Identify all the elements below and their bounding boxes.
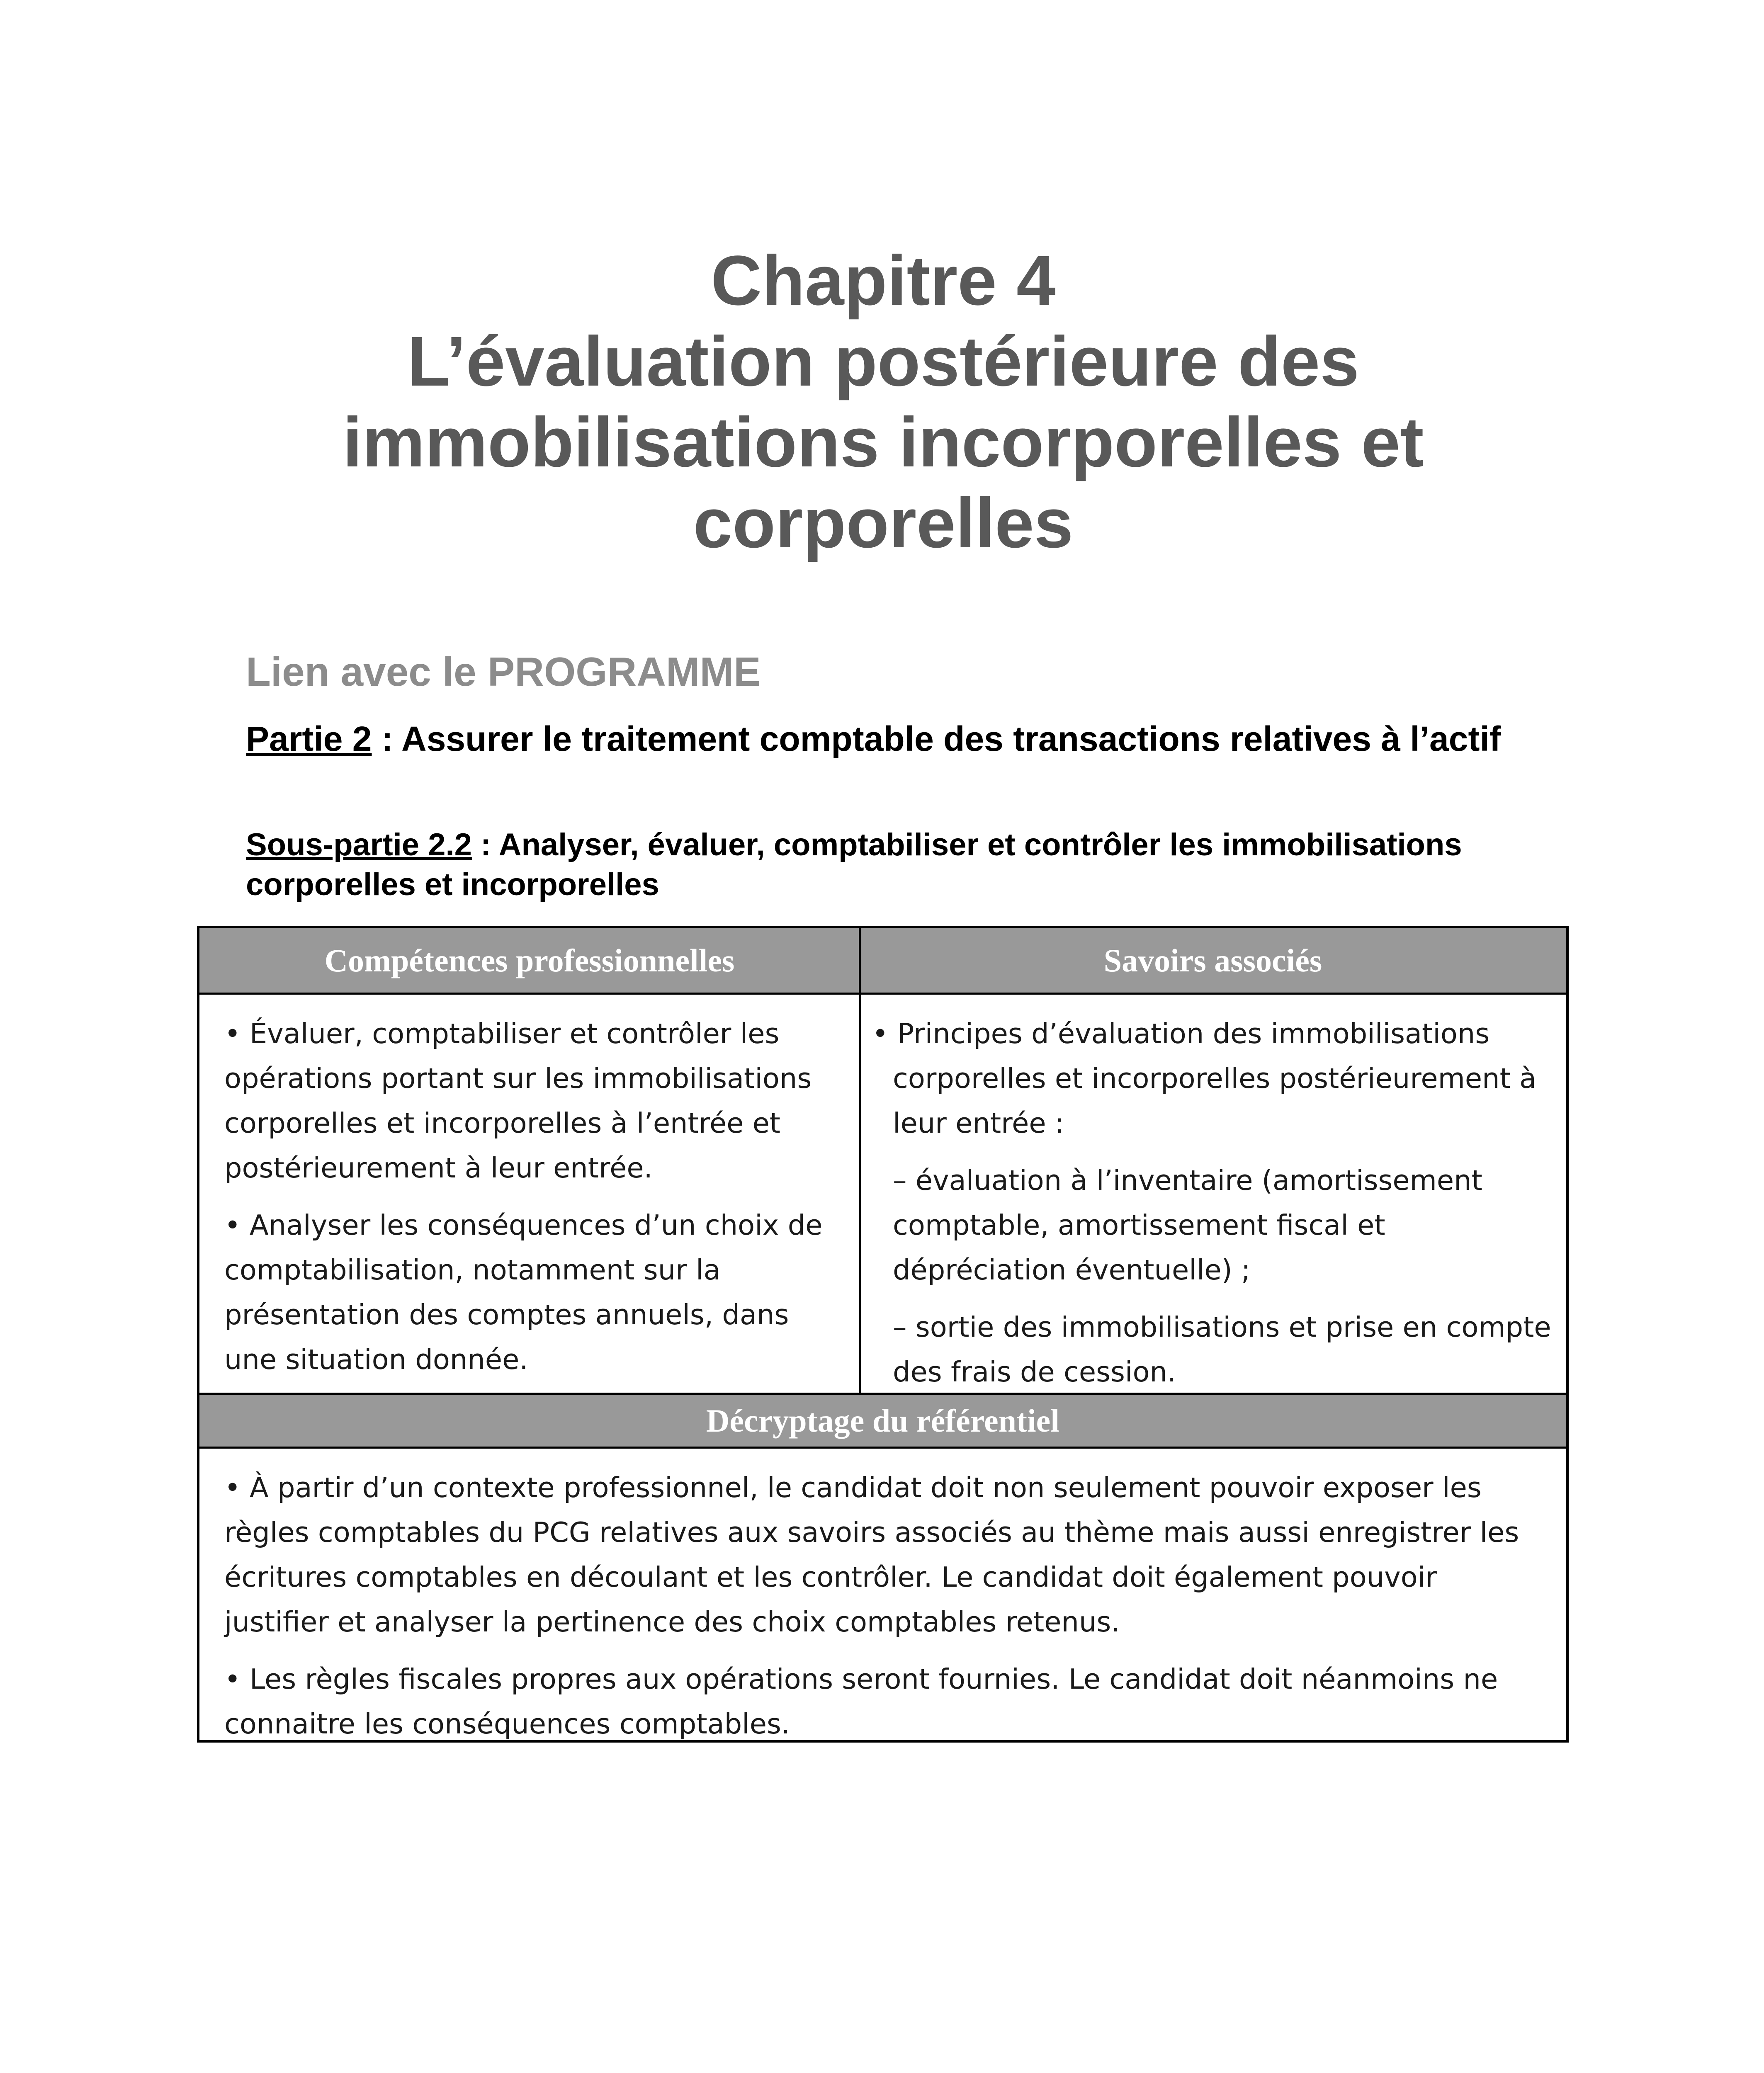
chapter-title-line-1: Chapitre 4 xyxy=(711,241,1056,320)
savoirs-intro: • Principes d’évaluation des immobilisations corporelles et incorporelles postérieurement à leur entrée : xyxy=(872,1017,1537,1139)
table-body-row xyxy=(199,995,1566,1459)
sous-partie-label: Sous-partie 2.2 xyxy=(246,827,472,862)
chapter-title-line-4: corporelles xyxy=(693,484,1074,563)
header-savoirs: Savoirs associés xyxy=(1103,942,1322,978)
savoirs-item: – sortie des immobilisations et prise en compte des frais de cession. xyxy=(893,1311,1551,1388)
competence-item: • Évaluer, comptabiliser et contrôler les opérations portant sur les immobilisations corporelles et incorporelles à l’entrée et postérieurement à leur entrée. xyxy=(224,1017,812,1184)
header-competences: Compétences professionnelles xyxy=(324,942,735,978)
decryptage-cell xyxy=(199,1449,1566,1739)
savoirs-item: – évaluation à l’inventaire (amortissement comptable, amortissement fiscal et dépréciation éventuelle) ; xyxy=(893,1164,1482,1286)
decryptage-item: • À partir d’un contexte professionnel, le candidat doit non seulement pouvoir exposer les règles comptables du PCG relatives aux savoirs associés au thème mais aussi enregistrer les écritures comptables en découlant et les contrôler. Le candidat doit également pouvoir justifier et analyser la pertinence des choix comptables retenus. xyxy=(224,1471,1519,1638)
competence-item: • Analyser les conséquences d’un choix de comptabilisation, notamment sur la présentation des comptes annuels, dans une situation donnée. xyxy=(224,1209,823,1376)
decryptage-header: Décryptage du référentiel xyxy=(199,1393,1566,1449)
program-table xyxy=(197,926,1569,1743)
table-header-row xyxy=(199,928,1566,995)
competences-cell xyxy=(199,995,860,1459)
savoirs-cell xyxy=(860,995,1566,1459)
sous-partie-heading xyxy=(246,825,1573,905)
decryptage-item: • Les règles fiscales propres aux opérations seront fournies. Le candidat doit néanmoins ne connaitre les conséquences comptables. xyxy=(224,1663,1498,1740)
sous-partie-text: : Analyser, évaluer, comptabiliser et contrôler les immobilisations corporelles et incorporelles xyxy=(246,827,1462,902)
program-heading: Lien avec le PROGRAMME xyxy=(246,649,761,694)
chapter-title xyxy=(207,240,1559,564)
chapter-title-line-2: L’évaluation postérieure des xyxy=(407,322,1359,401)
partie-text: : Assurer le traitement comptable des transactions relatives à l’actif xyxy=(372,719,1501,758)
chapter-title-line-3: immobilisations incorporelles et xyxy=(343,403,1424,482)
partie-label: Partie 2 xyxy=(246,719,372,758)
partie-heading xyxy=(246,717,1573,760)
